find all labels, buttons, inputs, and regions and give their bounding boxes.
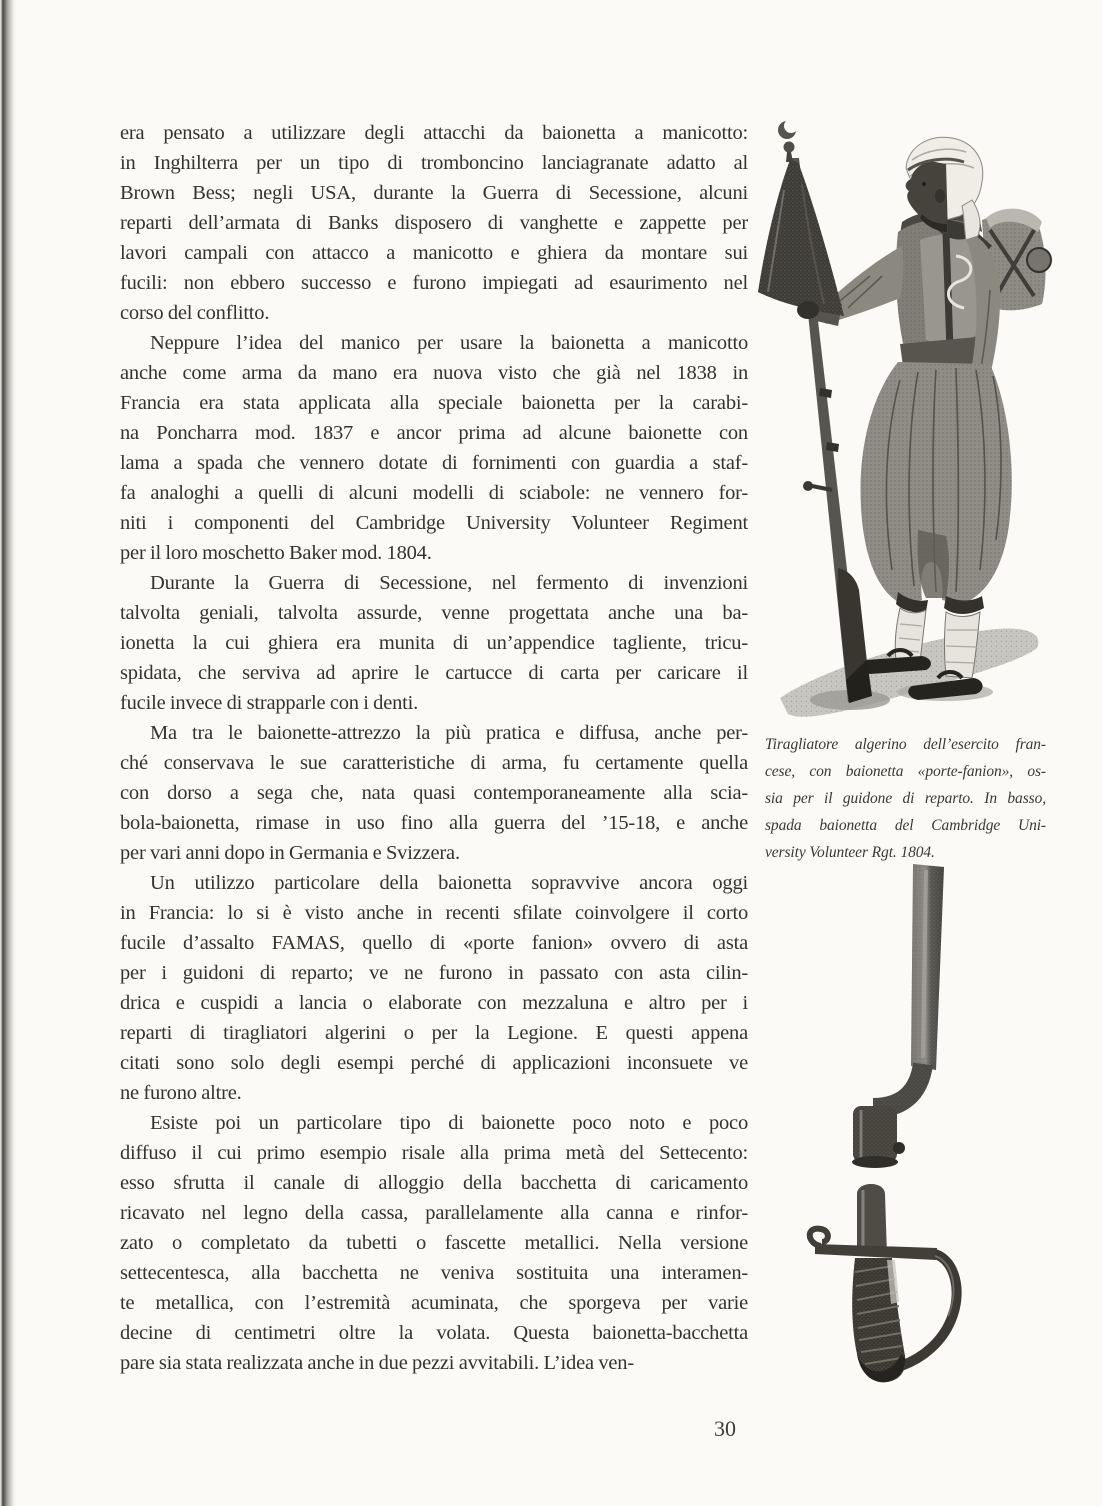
tirailleur-illustration [750,100,1102,725]
caption-line: spada baionetta del Cambridge Uni- [765,817,1046,834]
text-line: con dorso a sega che, nata quasi contemporaneamente alla scia- [120,782,748,804]
text-line: Durante la Guerra di Secessione, nel fermento di invenzioni [150,572,748,594]
text-line: decine di centimetri oltre la volata. Questa baionetta-bacchetta [120,1322,748,1344]
text-line: na Poncharra mod. 1837 e ancor prima ad alcune baionette con [120,422,748,444]
text-line: Ma tra le baionette-attrezzo la più pratica e diffusa, anche per- [150,722,748,744]
text-line: Esiste poi un particolare tipo di baionette poco noto e poco [150,1112,748,1134]
gripping-hand [797,301,819,319]
caption-line: sia per il guidone di reparto. In basso, [765,790,1046,807]
text-line: esso sfrutta il canale di alloggio della bacchetta di caricamento [120,1172,748,1194]
body-text [120,118,748,1378]
text-line: drica e cuspidi a lancia o elaborate con mezzaluna e altro per i [120,992,748,1014]
text-line: anche come arma da mano era nuova visto che già nel 1838 in [120,362,748,384]
text-line: per vari anni dopo in Germania e Svizzera. [120,842,460,864]
text-line: spidata, che serviva ad aprire le cartucce di carta per caricare il [120,662,748,684]
sword-grip [810,1184,957,1382]
text-line: era pensato a utilizzare degli attacchi da baionetta a manicotto: [120,122,748,144]
text-line: fucili: non ebbero successo e furono impiegati ad esaurimento nel [120,272,748,294]
text-line: ricavato nel legno della cassa, parallelamente alla canna e rinfor- [120,1202,748,1224]
text-line: te metallica, con l’estremità acuminata, che sporgeva per varie [120,1292,748,1314]
text-line: Francia era stata applicata alla speciale baionetta per la carabi- [120,392,748,414]
text-line: ne furono altre. [120,1082,242,1104]
text-line: pare sia stata realizzata anche in due pezzi avvitabili. L’idea ven- [120,1352,634,1374]
bayonet-socket [852,1106,905,1168]
text-line: lavori campali con attacco a manicotto e ghiera da montare sui [120,242,748,264]
text-line: per i guidoni di reparto; ve ne furono in passato con asta cilin- [120,962,748,984]
bayonet-blade [873,864,944,1108]
text-line: Neppure l’idea del manico per usare la baionetta a manicotto [150,332,748,354]
text-line: diffuso il cui primo esempio risale alla prima metà del Settecento: [120,1142,748,1164]
soldier-trousers [861,362,1012,614]
figure-caption [765,731,1046,866]
text-line: niti i componenti del Cambridge University Volunteer Regiment [120,512,748,534]
sword-bayonet-illustration [795,858,1075,1403]
text-line: Un utilizzo particolare della baionetta sopravvive ancora oggi [150,872,748,894]
text-line: reparti dell’armata di Banks disposero di vanghette e zappette per [120,212,748,234]
text-line: settecentesca, alla bacchetta ne veniva sostituita una interamen- [120,1262,748,1284]
scan-binding-edge [0,0,16,1506]
text-line: zato o completato da tubetti o fascette metallici. Nella versione [120,1232,748,1254]
text-line: reparti di tiragliatori algerini o per la Legione. E questi appena [120,1022,748,1044]
caption-line: Tiragliatore algerino dell’esercito fran- [765,736,1046,753]
caption-line: versity Volunteer Rgt. 1804. [765,844,935,861]
text-line: fucile d’assalto FAMAS, quello di «porte fanion» ovvero di asta [120,932,748,954]
caption-line: cese, con baionetta «porte-fanion», os- [765,763,1046,780]
text-line: in Inghilterra per un tipo di tromboncino lanciagranate adatto al [120,152,748,174]
text-line: bola-baionetta, rimase in uso fino alla guerra del ’15-18, e anche [120,812,748,834]
text-line: citati sono solo degli esempi perché di applicazioni inconsuete ve [120,1052,748,1074]
text-line: lama a spada che vennero dotate di fornimenti con guardia a staf- [120,452,748,474]
text-line: Brown Bess; negli USA, durante la Guerra di Secessione, alcuni [120,182,748,204]
text-line: talvolta geniali, talvolta assurde, venne progettata anche una ba- [120,602,748,624]
text-line: in Francia: lo si è visto anche in recenti sfilate coinvolgere il corto [120,902,748,924]
page-number: 30 [714,1416,736,1441]
fanion-flag [758,119,844,316]
text-line: per il loro moschetto Baker mod. 1804. [120,542,432,564]
text-line: fa analoghi a quelli di alcuni modelli di sciabole: ne vennero for- [120,482,748,504]
text-line: corso del conflitto. [120,302,270,324]
text-line: ché conservava le sue caratteristiche di arma, fu certamente quella [120,752,748,774]
text-line: fucile invece di strapparle con i denti. [120,692,419,714]
text-line: ionetta la cui ghiera era munita di un’appendice tagliente, tricu- [120,632,748,654]
